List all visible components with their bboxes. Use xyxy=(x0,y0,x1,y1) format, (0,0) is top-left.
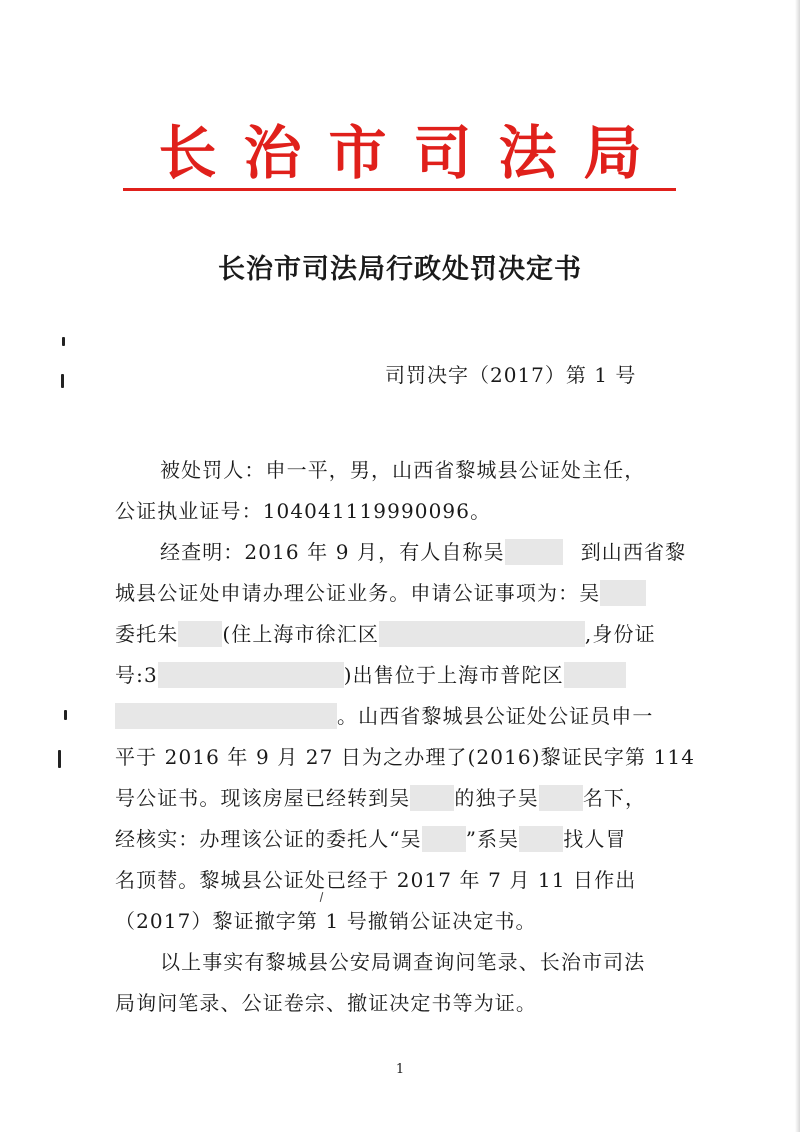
redaction-block xyxy=(600,580,646,606)
text-line xyxy=(115,655,626,695)
text-line xyxy=(160,532,686,572)
redaction-block xyxy=(505,539,563,565)
redaction-block xyxy=(519,826,563,852)
text-run: 。山西省黎城县公证处公证员申一 xyxy=(337,704,654,728)
text-run: 的独子吴 xyxy=(454,786,539,810)
text-run: 公证执业证号：104041119990096。 xyxy=(115,499,492,523)
text-run: （2017）黎证撤字第 1 号撤销公证决定书。 xyxy=(115,909,537,933)
text-run: 经核实：办理该公证的委托人“吴 xyxy=(115,827,422,851)
page-number: 1 xyxy=(395,1062,405,1077)
scan-mark xyxy=(62,337,65,346)
redaction-block xyxy=(158,662,344,688)
text-line xyxy=(115,573,646,613)
text-line xyxy=(160,450,645,490)
redaction-block xyxy=(539,785,583,811)
redaction-block xyxy=(422,826,466,852)
text-run: 号公证书。现该房屋已经转到吴 xyxy=(115,786,411,810)
text-run: 委托朱 xyxy=(115,622,179,646)
text-line xyxy=(160,942,645,982)
redaction-block xyxy=(115,703,337,729)
letterhead-red-rule xyxy=(123,188,676,191)
text-run: 被处罚人：申一平，男，山西省黎城县公证处主任， xyxy=(160,458,646,482)
redaction-block xyxy=(564,662,626,688)
text-line xyxy=(115,901,537,941)
text-line xyxy=(115,819,627,859)
text-run: 平于 2016 年 9 月 27 日为之办理了(2016)黎证民字第 114 xyxy=(115,745,696,769)
text-line xyxy=(115,983,537,1023)
redaction-block xyxy=(379,621,585,647)
text-run: ,身份证 xyxy=(584,622,656,646)
text-line xyxy=(115,860,636,900)
text-run: 名下， xyxy=(582,786,647,810)
letterhead: 长治市司法局 xyxy=(158,119,669,187)
document-title: 长治市司法局行政处罚决定书 xyxy=(218,254,582,285)
document-number: 司罚决字（2017）第 1 号 xyxy=(385,363,637,387)
scan-mark xyxy=(58,750,61,768)
scan-mark xyxy=(64,710,67,720)
text-run: 城县公证处申请办理公证业务。申请公证事项为：吴 xyxy=(115,581,601,605)
text-line xyxy=(115,737,695,777)
text-line xyxy=(115,696,654,736)
text-run: (住上海市徐汇区 xyxy=(222,622,379,646)
text-run: 名顶替。黎城县公证处已经于 2017 年 7 月 11 日作出 xyxy=(115,868,637,892)
text-line xyxy=(115,491,491,531)
scan-edge-shadow xyxy=(795,0,800,1132)
text-line xyxy=(115,778,646,818)
text-line xyxy=(115,614,656,654)
text-run: 到山西省黎 xyxy=(580,540,687,564)
scan-mark xyxy=(61,374,64,388)
text-run: 号:3 xyxy=(115,663,158,687)
redaction-block xyxy=(410,785,454,811)
text-run: 局询问笔录、公证卷宗、撤证决定书等为证。 xyxy=(115,991,537,1015)
redaction-block xyxy=(178,621,222,647)
text-run: 以上事实有黎城县公安局调查询问笔录、长治市司法 xyxy=(160,950,646,974)
text-run: 找人冒 xyxy=(563,827,627,851)
text-run: ”系吴 xyxy=(465,827,520,851)
text-run: 经查明：2016 年 9 月，有人自称吴 xyxy=(160,540,505,564)
text-run: )出售位于上海市普陀区 xyxy=(343,663,564,687)
